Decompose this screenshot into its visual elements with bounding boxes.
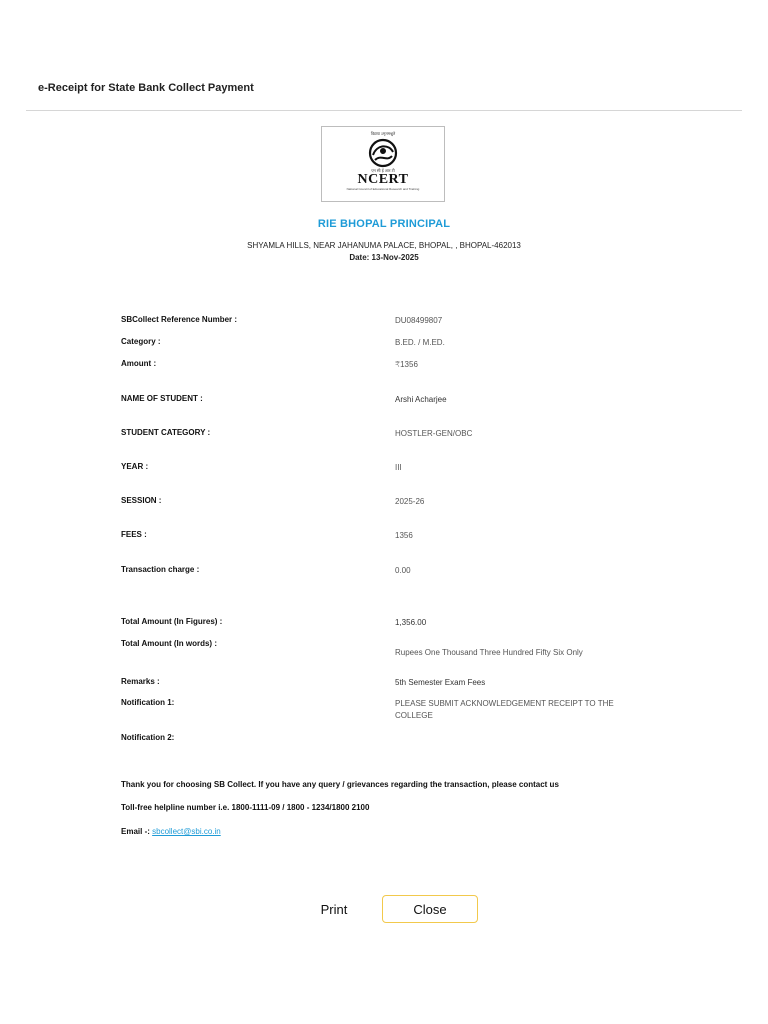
field-value: ₹1356 — [395, 360, 418, 369]
field-label: YEAR : — [121, 462, 149, 471]
close-button[interactable]: Close — [382, 895, 478, 923]
helpline-number: Toll-free helpline number i.e. 1800-1111-09 / 1800 - 1234/1800 2100 — [121, 803, 370, 812]
header-divider — [26, 110, 742, 111]
field-value: 2025-26 — [395, 497, 425, 506]
ncert-logo — [321, 126, 445, 202]
logo-hindi-name: एन सी ई आर टी — [371, 168, 395, 173]
field-label: Total Amount (In Figures) : — [121, 617, 223, 626]
field-value: Arshi Acharjee — [395, 395, 447, 404]
field-label: Transaction charge : — [121, 565, 200, 574]
logo-subtitle: National Council of Educational Research and Training — [346, 187, 420, 191]
print-button[interactable]: Print — [286, 895, 382, 923]
field-label: Notification 1: — [121, 698, 175, 707]
ncert-emblem-icon — [363, 138, 403, 168]
field-label: NAME OF STUDENT : — [121, 394, 203, 403]
field-label: Total Amount (In words) : — [121, 639, 217, 648]
field-value: 0.00 — [395, 566, 411, 575]
field-label: Amount : — [121, 359, 157, 368]
field-label: FEES : — [121, 530, 147, 539]
email-label: Email -: — [121, 827, 153, 836]
field-value: Rupees One Thousand Three Hundred Fifty Six Only — [395, 648, 583, 657]
institute-address: SHYAMLA HILLS, NEAR JAHANUMA PALACE, BHOPAL, , BHOPAL-462013 — [247, 241, 521, 250]
field-label: SESSION : — [121, 496, 162, 505]
email-link[interactable]: sbcollect@sbi.co.in — [152, 827, 221, 836]
email-line — [121, 827, 221, 836]
logo-hindi-motto: विद्यया ऽमृतमश्नुते — [370, 131, 396, 136]
field-value: 5th Semester Exam Fees — [395, 678, 486, 687]
field-value: PLEASE SUBMIT ACKNOWLEDGEMENT RECEIPT TO THE COLLEGE — [395, 699, 614, 720]
receipt-date: Date: 13-Nov-2025 — [349, 253, 419, 262]
field-label: Notification 2: — [121, 733, 175, 742]
field-label: Remarks : — [121, 677, 160, 686]
field-value: III — [395, 463, 402, 472]
field-value: DU08499807 — [395, 316, 443, 325]
field-label: Category : — [121, 337, 161, 346]
field-value: 1356 — [395, 531, 413, 540]
field-value: 1,356.00 — [395, 618, 427, 627]
logo-wordmark: NCERT — [357, 172, 409, 187]
page-title: e-Receipt for State Bank Collect Payment — [38, 82, 254, 94]
field-value: B.ED. / M.ED. — [395, 338, 445, 347]
thank-you-note: Thank you for choosing SB Collect. If you have any query / grievances regarding the transaction, please contact us — [121, 780, 559, 789]
field-value: HOSTLER-GEN/OBC — [395, 429, 473, 438]
field-label: STUDENT CATEGORY : — [121, 428, 211, 437]
field-label: SBCollect Reference Number : — [121, 315, 238, 324]
institute-name: RIE BHOPAL PRINCIPAL — [317, 218, 451, 230]
